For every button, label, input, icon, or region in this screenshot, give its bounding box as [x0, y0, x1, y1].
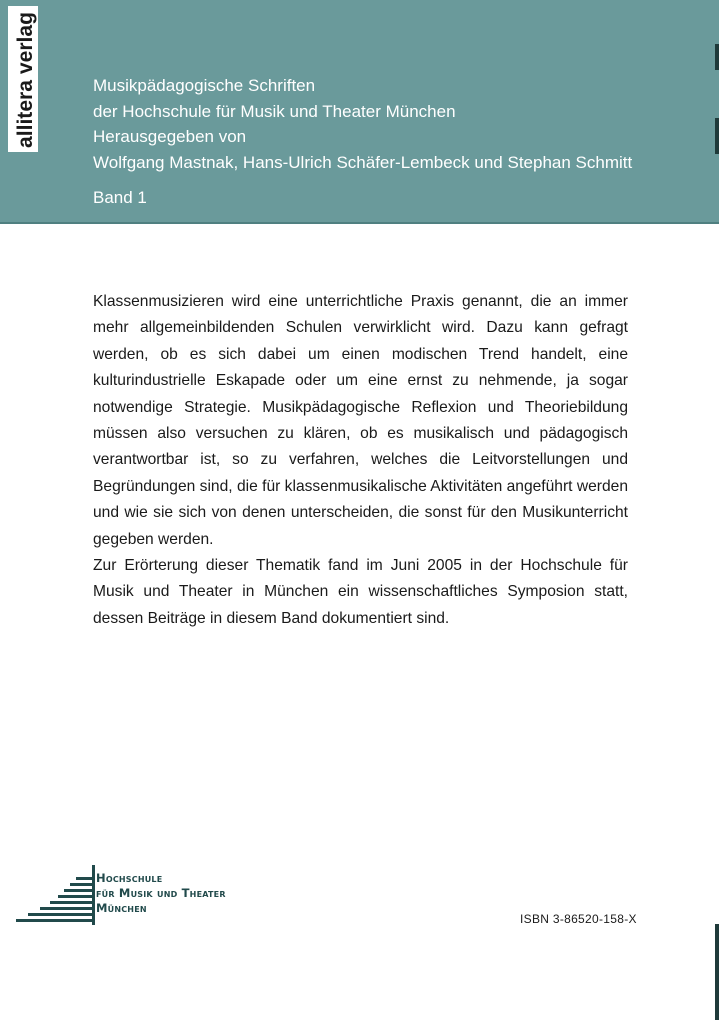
spine-edge-mark	[715, 118, 719, 154]
blurb-paragraph: Klassenmusizieren wird eine unterrichtliche Praxis genannt, die an immer mehr allgemeinbildenden Schulen verwirklicht wird. Dazu kann gefragt werden, ob es sich dabei um einen modischen Trend handelt, eine kulturindustrielle Eskapade oder um eine ernst zu nehmende, ja sogar notwendige Strategie. Musikpädagogische Reflexion und Theoriebildung müssen also versuchen zu klären, ob es musikalisch und pädagogisch verantwortbar ist, so zu verfahren, welches die Leitvorstellungen und Begründungen sind, die für klassenmusikalische Aktivitäten angeführt werden und wie sie sich von denen unterscheiden, die sonst für den Musikunterricht gegeben werden.	[93, 293, 628, 548]
editors-intro: Herausgegeben von	[93, 127, 247, 146]
institution-emblem	[14, 863, 96, 927]
institution-name	[96, 871, 226, 916]
back-cover-blurb	[93, 289, 628, 632]
publisher-logo-text: allitera verlag	[14, 12, 37, 148]
series-info	[93, 73, 693, 211]
editors-names: Wolfgang Mastnak, Hans-Ulrich Schäfer-Lembeck und Stephan Schmitt	[93, 152, 633, 172]
publisher-logo	[8, 6, 38, 152]
series-title-line2: der Hochschule für Musik und Theater München	[93, 101, 456, 121]
blurb-paragraph: Zur Erörterung dieser Thematik fand im Juni 2005 in der Hochschule für Musik und Theater in München ein wissenschaftliches Symposion statt, dessen Beiträge in diesem Band dokumentiert sind.	[93, 557, 628, 627]
institution-line: Hochschule	[96, 871, 163, 885]
institution-line: für Musik und Theater	[96, 886, 226, 900]
header-band-rule	[0, 222, 719, 224]
series-title-line1: Musikpädagogische Schriften	[93, 76, 316, 95]
spine-edge-mark	[715, 924, 719, 1020]
institution-line: München	[96, 901, 147, 915]
institution-logo	[14, 863, 274, 933]
isbn: ISBN 3-86520-158-X	[520, 912, 637, 926]
spine-edge-mark	[715, 44, 719, 70]
volume-number: Band 1	[93, 188, 147, 207]
